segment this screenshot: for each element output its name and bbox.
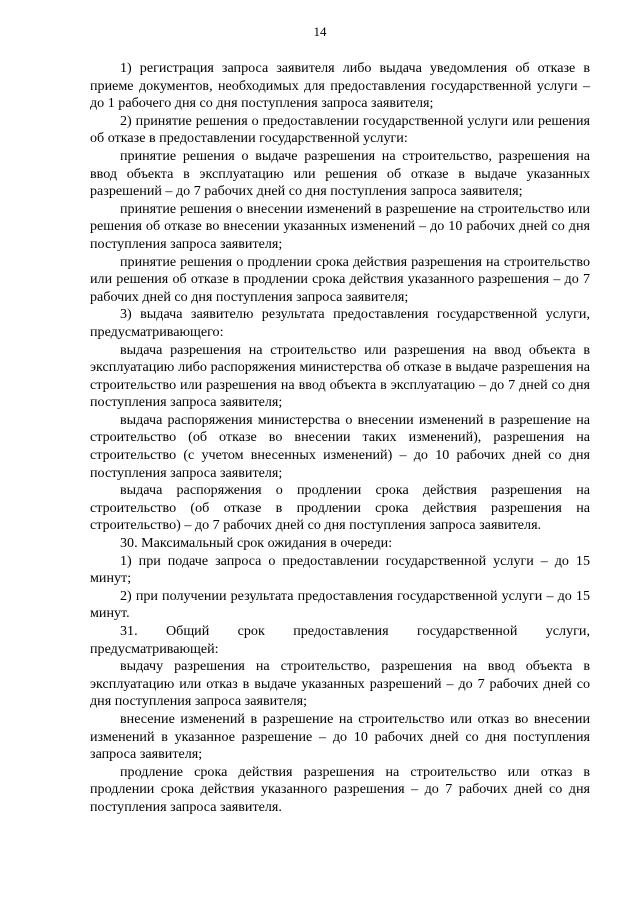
document-body [90, 60, 590, 817]
paragraph-item-2-decision: 2) принятие решения о предоставлении государственной услуги или решения об отказе в предоставлении государственной услуги: [90, 112, 590, 147]
paragraph-total-permit-issue: выдачу разрешения на строительство, разрешения на ввод объекта в эксплуатацию или отказ в выдаче указанных разрешений – до 7 рабочих дней со дня поступления запроса заявителя; [90, 658, 590, 710]
paragraph-queue-submission: 1) при подаче запроса о предоставлении государственной услуги – до 15 минут; [90, 552, 590, 587]
paragraph-decision-permit-issue: принятие решения о выдаче разрешения на строительство, разрешения на ввод объекта в эксплуатацию или решения об отказе в выдаче указанных разрешений – до 7 рабочих дней со дня поступления запроса заявителя; [90, 147, 590, 200]
page-number: 14 [313, 24, 327, 39]
paragraph-item-1-registration: 1) регистрация запроса заявителя либо выдача уведомления об отказе в приеме документов, необходимых для предоставления государственной услуги – до 1 рабочего дня со дня поступления запроса заявителя; [90, 60, 590, 112]
paragraph-decision-permit-changes: принятие решения о внесении изменений в разрешение на строительство или решения об отказе во внесении указанных изменений – до 10 рабочих дней со дня поступления запроса заявителя; [90, 200, 590, 252]
paragraph-section-30-heading: 30. Максимальный срок ожидания в очереди: [120, 535, 393, 552]
paragraph-issue-permit: выдача разрешения на строительство или разрешения на ввод объекта в эксплуатацию либо распоряжения министерства об отказе в выдаче разрешения на строительство или разрешения на ввод объекта в эксплуатацию – до 7 дней со дня поступления запроса заявителя; [90, 341, 590, 411]
paragraph-decision-permit-extension: принятие решения о продлении срока действия разрешения на строительство или решения об отказе в продлении срока действия указанного разрешения – до 7 рабочих дней со дня поступления запроса заявителя; [90, 253, 590, 305]
paragraph-section-31-heading: 31. Общий срок предоставления государственной услуги, предусматривающей: [90, 623, 590, 657]
paragraph-queue-result: 2) при получении результата предоставления государственной услуги – до 15 минут. [90, 587, 590, 622]
paragraph-issue-changes-order: выдача распоряжения министерства о внесении изменений в разрешение на строительство (об отказе во внесении таких изменений), разрешения на строительство (с учетом внесенных изменений) – до 10 рабочих дней со дня поступления запроса заявителя; [90, 411, 590, 481]
paragraph-total-permit-changes: внесение изменений в разрешение на строительство или отказ во внесении изменений в указанное разрешение – до 10 рабочих дней со дня поступления запроса заявителя; [90, 710, 590, 763]
paragraph-issue-extension-order: выдача распоряжения о продлении срока действия разрешения на строительство (об отказе в продлении срока действия разрешения на строительство) – до 7 рабочих дней со дня поступления запроса заявителя. [90, 482, 590, 534]
paragraph-total-permit-extension: продление срока действия разрешения на строительство или отказ в продлении срока действия указанного разрешения – до 7 рабочих дней со дня поступления запроса заявителя. [90, 763, 590, 815]
paragraph-item-3-result-issue: 3) выдача заявителю результата предоставления государственной услуги, предусматривающего: [90, 306, 590, 340]
